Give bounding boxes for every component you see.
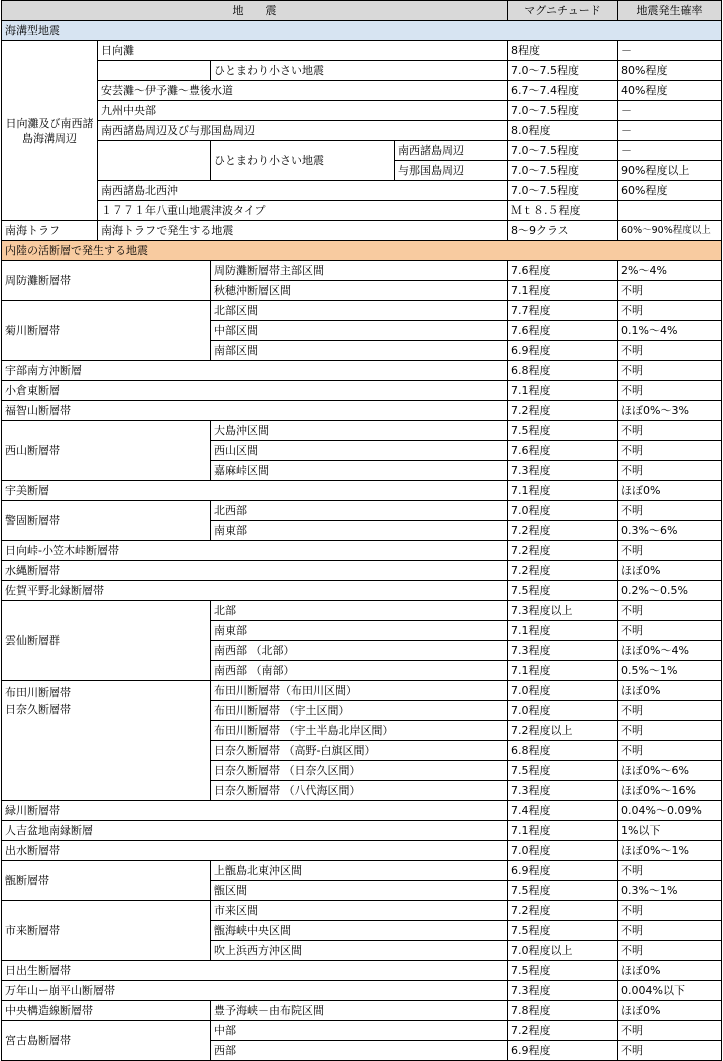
magnitude: 7.6程度: [508, 441, 618, 461]
magnitude: 7.1程度: [508, 281, 618, 301]
magnitude: 7.1程度: [508, 621, 618, 641]
table-row: [2, 821, 722, 841]
fault-name: 菊川断層帯: [2, 301, 211, 361]
magnitude: 7.6程度: [508, 261, 618, 281]
probability: 不明: [618, 541, 722, 561]
quake-name: ひとまわり小さい地震: [211, 141, 395, 181]
probability: 1%以下: [618, 821, 722, 841]
magnitude: 6.8程度: [508, 361, 618, 381]
probability: 0.004%以下: [618, 981, 722, 1001]
fault-name: 小倉東断層: [2, 381, 508, 401]
header-earthquake: 地 震: [2, 1, 508, 21]
magnitude: 7.5程度: [508, 581, 618, 601]
magnitude: 7.0～7.5程度: [508, 61, 618, 81]
segment-name: 中部: [211, 1021, 508, 1041]
magnitude: 7.0程度: [508, 501, 618, 521]
probability: ほぼ0%: [618, 681, 722, 701]
probability: ほぼ0%～1%: [618, 841, 722, 861]
segment-name: 西部: [211, 1041, 508, 1061]
probability: 60%程度: [618, 181, 722, 201]
probability: ほぼ0%: [618, 961, 722, 981]
magnitude: 7.2程度: [508, 561, 618, 581]
magnitude: 7.7程度: [508, 301, 618, 321]
table-row: [2, 261, 722, 281]
fault-name: 佐賀平野北縁断層帯: [2, 581, 508, 601]
segment-name: 布田川断層帯 （宇土区間）: [211, 701, 508, 721]
probability: 90%程度以上: [618, 161, 722, 181]
magnitude: 7.3程度: [508, 981, 618, 1001]
fault-name: 人吉盆地南縁断層: [2, 821, 508, 841]
magnitude: 7.2程度: [508, 901, 618, 921]
magnitude: 7.2程度: [508, 1021, 618, 1041]
probability: 不明: [618, 901, 722, 921]
quake-name: １７７１年八重山地震津波タイプ: [98, 201, 508, 221]
header-probability: 地震発生確率: [618, 1, 722, 21]
magnitude: 7.0～7.5程度: [508, 181, 618, 201]
probability: 2%～4%: [618, 261, 722, 281]
probability: 不明: [618, 341, 722, 361]
table-row: [2, 681, 722, 701]
segment-name: 布田川断層帯 （宇土半島北岸区間）: [211, 721, 508, 741]
table-row: [2, 841, 722, 861]
probability: 不明: [618, 1041, 722, 1061]
quake-name: ひとまわり小さい地震: [211, 61, 508, 81]
blank-cell: [98, 141, 211, 181]
segment-name: 日奈久断層帯 （日奈久区間）: [211, 761, 508, 781]
fault-name: 中央構造線断層帯: [2, 1001, 211, 1021]
segment-name: 甑区間: [211, 881, 508, 901]
fault-name: 宇美断層: [2, 481, 508, 501]
magnitude: 7.0程度: [508, 681, 618, 701]
magnitude: 7.5程度: [508, 961, 618, 981]
magnitude: 7.2程度以上: [508, 721, 618, 741]
fault-name: 万年山ー崩平山断層帯: [2, 981, 508, 1001]
table-row: [2, 581, 722, 601]
segment-name: 北部: [211, 601, 508, 621]
table-row: [2, 801, 722, 821]
probability: 不明: [618, 621, 722, 641]
magnitude: 7.5程度: [508, 921, 618, 941]
magnitude: 7.5程度: [508, 761, 618, 781]
group-name: 日向灘及び南西諸島海溝周辺: [2, 41, 98, 221]
probability: 不明: [618, 701, 722, 721]
segment-name: 上甑島北東沖区間: [211, 861, 508, 881]
sub-area: 南西諸島周辺: [395, 141, 508, 161]
segment-name: 北部区間: [211, 301, 508, 321]
fault-name: 出水断層帯: [2, 841, 508, 861]
segment-name: 日奈久断層帯 （八代海区間）: [211, 781, 508, 801]
segment-name: 布田川断層帯（布田川区間）: [211, 681, 508, 701]
table-row: [2, 421, 722, 441]
magnitude: 8～9クラス: [508, 221, 618, 241]
table-row: [2, 61, 722, 81]
probability: 不明: [618, 721, 722, 741]
probability: ほぼ0%～16%: [618, 781, 722, 801]
probability: 不明: [618, 441, 722, 461]
segment-name: 南部区間: [211, 341, 508, 361]
probability: 80%程度: [618, 61, 722, 81]
segment-name: 南東部: [211, 521, 508, 541]
segment-name: 甑海峡中央区間: [211, 921, 508, 941]
segment-name: 秋穂沖断層区間: [211, 281, 508, 301]
table-row: [2, 561, 722, 581]
group-name: 南海トラフ: [2, 221, 98, 241]
magnitude: 7.3程度: [508, 641, 618, 661]
table-row: [2, 501, 722, 521]
magnitude: 7.0程度: [508, 701, 618, 721]
fault-name: 雲仙断層群: [2, 601, 211, 681]
probability: 不明: [618, 1021, 722, 1041]
probability: 0.3%～6%: [618, 521, 722, 541]
probability: 40%程度: [618, 81, 722, 101]
probability: 0.2%～0.5%: [618, 581, 722, 601]
magnitude: 6.8程度: [508, 741, 618, 761]
fault-name: [2, 681, 211, 801]
segment-name: 吹上浜西方沖区間: [211, 941, 508, 961]
segment-name: 南西部 （北部）: [211, 641, 508, 661]
magnitude: 7.1程度: [508, 661, 618, 681]
table-row: [2, 381, 722, 401]
probability: 不明: [618, 861, 722, 881]
table-row: [2, 361, 722, 381]
probability: ほぼ0%～6%: [618, 761, 722, 781]
fault-name: 宮古島断層帯: [2, 1021, 211, 1061]
probability: 不明: [618, 301, 722, 321]
probability: 不明: [618, 601, 722, 621]
magnitude: 7.6程度: [508, 321, 618, 341]
table-row: [2, 201, 722, 221]
magnitude: 8.0程度: [508, 121, 618, 141]
magnitude: 7.1程度: [508, 821, 618, 841]
segment-name: 北西部: [211, 501, 508, 521]
magnitude: 7.4程度: [508, 801, 618, 821]
probability: 不明: [618, 501, 722, 521]
magnitude: 8程度: [508, 41, 618, 61]
table-row: [2, 481, 722, 501]
magnitude: 7.0～7.5程度: [508, 161, 618, 181]
table-header: [2, 1, 722, 21]
table-row: [2, 961, 722, 981]
table-row: [2, 221, 722, 241]
magnitude: 6.7～7.4程度: [508, 81, 618, 101]
segment-name: 日奈久断層帯 （高野-白旗区間）: [211, 741, 508, 761]
sub-area: 与那国島周辺: [395, 161, 508, 181]
quake-name: 南西諸島周辺及び与那国島周辺: [98, 121, 508, 141]
fault-name-futagawa: 布田川断層帯: [5, 686, 71, 699]
magnitude: 7.1程度: [508, 381, 618, 401]
probability: ほぼ0%～4%: [618, 641, 722, 661]
table-row: [2, 861, 722, 881]
probability: 不明: [618, 421, 722, 441]
probability: 不明: [618, 281, 722, 301]
magnitude: 7.3程度以上: [508, 601, 618, 621]
magnitude: 7.8程度: [508, 1001, 618, 1021]
section-row: [2, 21, 722, 41]
table-row: [2, 181, 722, 201]
header-magnitude: マグニチュード: [508, 1, 618, 21]
segment-name: 南東部: [211, 621, 508, 641]
table-row: [2, 101, 722, 121]
table-row: [2, 81, 722, 101]
fault-name: 水縄断層帯: [2, 561, 508, 581]
magnitude: 7.2程度: [508, 401, 618, 421]
magnitude: 7.0～7.5程度: [508, 141, 618, 161]
probability: 60%～90%程度以上: [618, 221, 722, 241]
segment-name: 西山区間: [211, 441, 508, 461]
probability: ほぼ0%: [618, 1001, 722, 1021]
probability: 不明: [618, 741, 722, 761]
fault-name: 周防灘断層帯: [2, 261, 211, 301]
table-row: [2, 1001, 722, 1021]
fault-name-hinagu: 日奈久断層帯: [5, 703, 71, 716]
probability: 不明: [618, 921, 722, 941]
magnitude: 7.0程度: [508, 841, 618, 861]
probability: 不明: [618, 461, 722, 481]
magnitude: 7.5程度: [508, 421, 618, 441]
probability: [618, 201, 722, 221]
magnitude: 6.9程度: [508, 1041, 618, 1061]
magnitude: 6.9程度: [508, 341, 618, 361]
table-row: [2, 401, 722, 421]
magnitude: 7.0程度以上: [508, 941, 618, 961]
fault-name: 宇部南方沖断層: [2, 361, 508, 381]
segment-name: 市来区間: [211, 901, 508, 921]
quake-name: 南海トラフで発生する地震: [98, 221, 508, 241]
fault-name: 甑断層帯: [2, 861, 211, 901]
probability: ほぼ0%: [618, 561, 722, 581]
probability: －: [618, 101, 722, 121]
magnitude: Ｍｔ８.５程度: [508, 201, 618, 221]
magnitude: 7.1程度: [508, 481, 618, 501]
segment-name: 中部区間: [211, 321, 508, 341]
section-trench-title: 海溝型地震: [2, 21, 722, 41]
fault-name: 日出生断層帯: [2, 961, 508, 981]
probability: ほぼ0%～3%: [618, 401, 722, 421]
table-row: [2, 981, 722, 1001]
quake-name: 日向灘: [98, 41, 508, 61]
probability: ほぼ0%: [618, 481, 722, 501]
probability: 不明: [618, 381, 722, 401]
quake-name: 南西諸島北西沖: [98, 181, 508, 201]
probability: －: [618, 121, 722, 141]
table-row: [2, 901, 722, 921]
fault-name: 市来断層帯: [2, 901, 211, 961]
fault-name: 日向峠-小笠木峠断層帯: [2, 541, 508, 561]
probability: －: [618, 41, 722, 61]
magnitude: 7.3程度: [508, 461, 618, 481]
table-row: [2, 141, 722, 161]
magnitude: 7.5程度: [508, 881, 618, 901]
magnitude: 7.2程度: [508, 541, 618, 561]
probability: 0.04%～0.09%: [618, 801, 722, 821]
quake-name: 安芸灘～伊予灘～豊後水道: [98, 81, 508, 101]
segment-name: 南西部 （南部）: [211, 661, 508, 681]
fault-name: 福智山断層帯: [2, 401, 508, 421]
probability: 0.5%～1%: [618, 661, 722, 681]
segment-name: 豊予海峡－由布院区間: [211, 1001, 508, 1021]
table-row: [2, 541, 722, 561]
probability: －: [618, 141, 722, 161]
fault-name: 西山断層帯: [2, 421, 211, 481]
probability: 不明: [618, 361, 722, 381]
table-row: [2, 121, 722, 141]
blank-cell: [98, 61, 211, 81]
section-row: [2, 241, 722, 261]
probability: 0.1%～4%: [618, 321, 722, 341]
segment-name: 周防灘断層帯主部区間: [211, 261, 508, 281]
segment-name: 嘉麻峠区間: [211, 461, 508, 481]
segment-name: 大島沖区間: [211, 421, 508, 441]
probability: 0.3%～1%: [618, 881, 722, 901]
table-row: [2, 301, 722, 321]
magnitude: 7.2程度: [508, 521, 618, 541]
magnitude: 6.9程度: [508, 861, 618, 881]
earthquake-table: [1, 0, 722, 1061]
fault-name: 緑川断層帯: [2, 801, 508, 821]
quake-name: 九州中央部: [98, 101, 508, 121]
fault-name: 警固断層帯: [2, 501, 211, 541]
section-inland-title: 内陸の活断層で発生する地震: [2, 241, 722, 261]
magnitude: 7.0～7.5程度: [508, 101, 618, 121]
probability: 不明: [618, 941, 722, 961]
table-row: [2, 601, 722, 621]
table-row: [2, 41, 722, 61]
magnitude: 7.3程度: [508, 781, 618, 801]
